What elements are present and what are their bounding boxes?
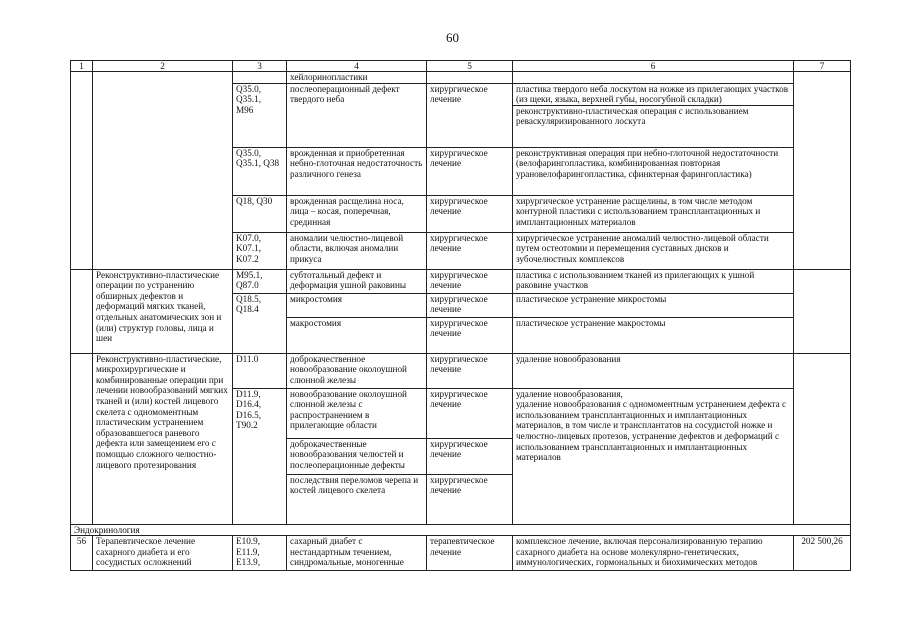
cell-cost bbox=[794, 353, 851, 524]
cell-treatment: хирургическое лечение bbox=[427, 83, 513, 147]
cell-group: Реконструктивно-пластические, микрохирургические и комбинированные операции при лечении новообразований мягких тканей и (или) костей лицевого скелета с одномоментным пластическим устранением образовавшегося раневого дефекта или замещением его с помощью сложного челюстно-лицевого протезирования bbox=[93, 353, 233, 524]
procedures-table bbox=[70, 60, 851, 571]
cell-treatment: терапевтическое лечение bbox=[427, 536, 513, 571]
cell-code: Q18.5, Q18.4 bbox=[233, 293, 287, 353]
cell-treatment: хирургическое лечение bbox=[427, 147, 513, 195]
cell-method: удаление новообразования, удаление новообразования с одномоментным устранением дефекта с использованием трансплантационных и имплантационных материалов, в том числе и трансплантатов на сосудистой ножке и челюстно-лицевых протезов, устранение дефектов и деформаций с использованием трансплантационных и имплантационных материалов bbox=[513, 388, 794, 524]
cell-code: K07.0, K07.1, K07.2 bbox=[233, 232, 287, 269]
cell-treatment: хирургическое лечение bbox=[427, 232, 513, 269]
cell-treatment: хирургическое лечение bbox=[427, 269, 513, 293]
cell-code bbox=[233, 72, 287, 84]
cell-method: пластика с использованием тканей из прилегающих к ушной раковине участков bbox=[513, 269, 794, 293]
cell-code: D11.9, D16.4, D16.5, T90.2 bbox=[233, 388, 287, 524]
cell-num bbox=[71, 72, 93, 270]
cell-group: Реконструктивно-пластические операции по устранению обширных дефектов и деформаций мягких тканей, отдельных анатомических зон и (или) структур головы, лица и шеи bbox=[93, 269, 233, 353]
header-cell: 2 bbox=[93, 61, 233, 72]
cell-treatment: хирургическое лечение bbox=[427, 438, 513, 474]
cell-method: хирургическое устранение аномалий челюстно-лицевой области путем остеотомии и перемещения суставных дисков и зубочелюстных комплексов bbox=[513, 232, 794, 269]
cell-cost: 202 500,26 bbox=[794, 536, 851, 571]
cell-code: Q35.0, Q35.1, M96 bbox=[233, 83, 287, 147]
cell-diagnosis: последствия переломов черепа и костей лицевого скелета bbox=[287, 474, 427, 524]
table-row bbox=[71, 72, 851, 84]
cell-method bbox=[513, 83, 794, 147]
section-row bbox=[71, 524, 851, 536]
header-cell: 1 bbox=[71, 61, 93, 72]
cell-method: хирургическое устранение расщелины, в том числе методом контурной пластики с использованием трансплантационных и имплантационных материалов bbox=[513, 195, 794, 232]
cell-diagnosis: врожденная и приобретенная небно-глоточная недостаточность различного генеза bbox=[287, 147, 427, 195]
page-number: 60 bbox=[446, 30, 459, 45]
cell-method: реконструктивная операция при небно-глоточной недостаточности (велофарингопластика, комбинированная повторная урановелофарингопластика, сфинктерная фарингопластика) bbox=[513, 147, 794, 195]
method-part: реконструктивно-пластическая операция с использованием реваскуляризированного лоскута bbox=[516, 105, 749, 127]
cell-treatment: хирургическое лечение bbox=[427, 474, 513, 524]
cell-diagnosis: хейлоринопластики bbox=[287, 72, 427, 84]
table-row bbox=[71, 353, 851, 388]
cell-treatment: хирургическое лечение bbox=[427, 293, 513, 317]
cell-code: Q18, Q30 bbox=[233, 195, 287, 232]
cell-cost bbox=[794, 269, 851, 353]
cell-diagnosis: аномалии челюстно-лицевой области, включая аномалии прикуса bbox=[287, 232, 427, 269]
cell-diagnosis: микростомия bbox=[287, 293, 427, 317]
cell-code: M95.1, Q87.0 bbox=[233, 269, 287, 293]
cell-diagnosis: макростомия bbox=[287, 317, 427, 353]
header-cell: 4 bbox=[287, 61, 427, 72]
header-cell: 3 bbox=[233, 61, 287, 72]
method-part: пластика твердого неба лоскутом на ножке из прилегающих участков (из щеки, языка, верхней губы, носогубной складки) bbox=[513, 84, 793, 106]
cell-diagnosis: доброкачественное новообразование околоушной слюнной железы bbox=[287, 353, 427, 388]
cell-method: удаление новообразования bbox=[513, 353, 794, 388]
cell-treatment: хирургическое лечение bbox=[427, 353, 513, 388]
cell-code: D11.0 bbox=[233, 353, 287, 388]
cell-method: пластическое устранение микростомы bbox=[513, 293, 794, 317]
table-row bbox=[71, 536, 851, 571]
section-title: Эндокринология bbox=[71, 524, 851, 536]
cell-method bbox=[513, 72, 794, 84]
cell-treatment bbox=[427, 72, 513, 84]
cell-method: пластическое устранение макростомы bbox=[513, 317, 794, 353]
header-cell: 7 bbox=[794, 61, 851, 72]
cell-treatment: хирургическое лечение bbox=[427, 388, 513, 438]
cell-group: Терапевтическое лечение сахарного диабета и его сосудистых осложнений bbox=[93, 536, 233, 571]
cell-diagnosis: субтотальный дефект и деформация ушной раковины bbox=[287, 269, 427, 293]
cell-diagnosis: новообразование околоушной слюнной железы с распространением в прилегающие области bbox=[287, 388, 427, 438]
cell-group bbox=[93, 72, 233, 270]
cell-diagnosis: доброкачественные новообразования челюстей и послеоперационные дефекты bbox=[287, 438, 427, 474]
cell-cost bbox=[794, 72, 851, 270]
cell-diagnosis: послеоперационный дефект твердого неба bbox=[287, 83, 427, 147]
header-cell: 6 bbox=[513, 61, 794, 72]
cell-code: Q35.0, Q35.1, Q38 bbox=[233, 147, 287, 195]
cell-treatment: хирургическое лечение bbox=[427, 317, 513, 353]
cell-num bbox=[71, 269, 93, 353]
cell-num: 56 bbox=[71, 536, 93, 571]
table-row bbox=[71, 269, 851, 293]
cell-diagnosis: врожденная расщелина носа, лица – косая, поперечная, срединная bbox=[287, 195, 427, 232]
cell-treatment: хирургическое лечение bbox=[427, 195, 513, 232]
cell-code: E10.9, E11.9, E13.9, bbox=[233, 536, 287, 571]
cell-num bbox=[71, 353, 93, 524]
header-row bbox=[71, 61, 851, 72]
cell-diagnosis: сахарный диабет с нестандартным течением, синдромальные, моногенные bbox=[287, 536, 427, 571]
cell-method: комплексное лечение, включая персонализированную терапию сахарного диабета на основе молекулярно-генетических, иммунологических, гормональных и биохимических методов bbox=[513, 536, 794, 571]
header-cell: 5 bbox=[427, 61, 513, 72]
